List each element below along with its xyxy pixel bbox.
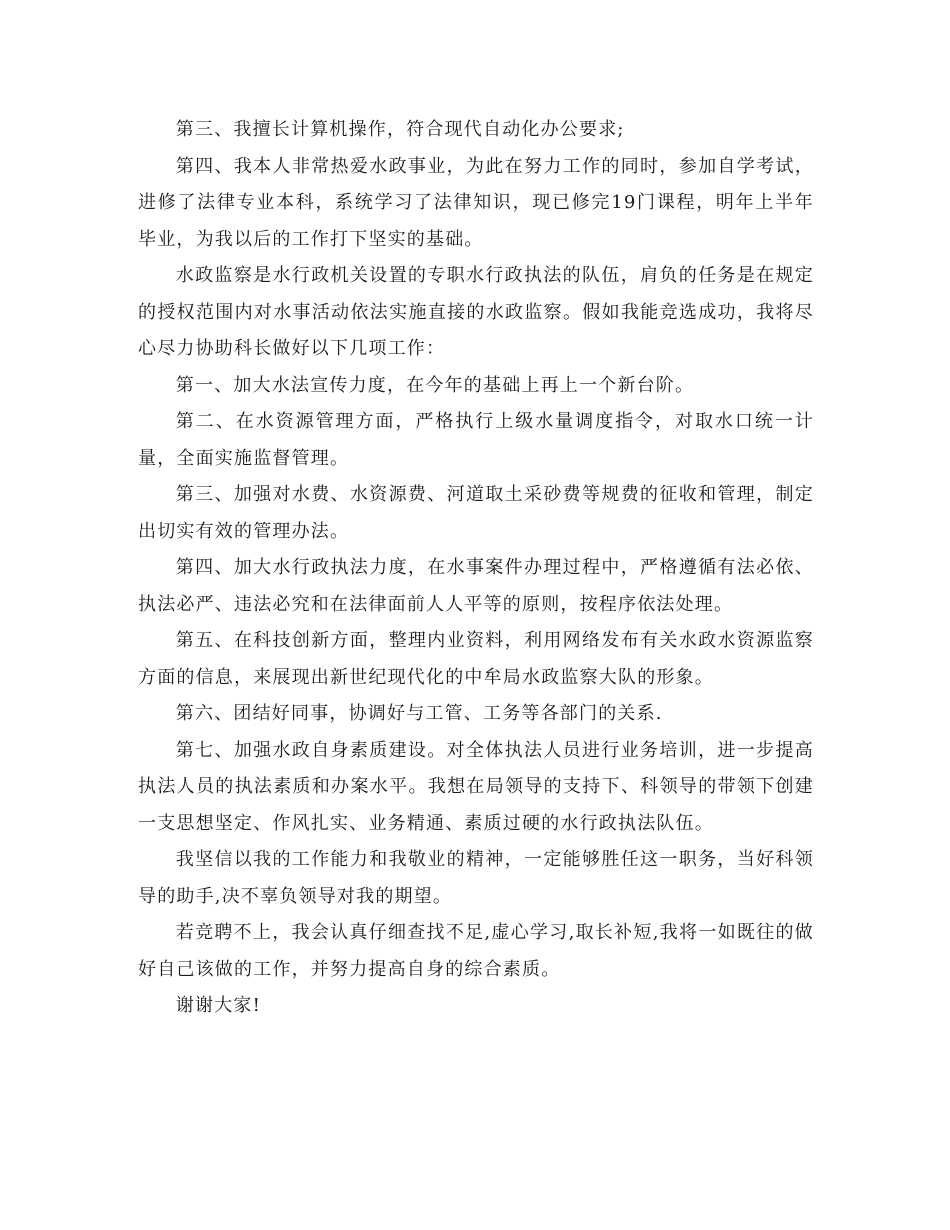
paragraph-4: 第一、加大水法宣传力度，在今年的基础上再上一个新台阶。 (175, 374, 695, 396)
paragraph-6: 第三、加强对水费、水资源费、河道取土采砂费等规费的征收和管理，制定出切实有效的管理办法。 (138, 484, 814, 542)
paragraph-3: 水政监察是水行政机关设置的专职水行政执法的队伍，肩负的任务是在规定的授权范围内对水事活动依法实施直接的水政监察。假如我能竞选成功，我将尽心尽力协助科长做好以下几项工作： (138, 265, 814, 359)
document-body (138, 112, 814, 1025)
paragraph-1: 第三、我擅长计算机操作，符合现代自动化办公要求; (175, 119, 625, 140)
paragraph-9: 第六、团结好同事，协调好与工管、工务等各部门的关系. (175, 703, 663, 724)
paragraph-11: 我坚信以我的工作能力和我敬业的精神，一定能够胜任这一职务，当好科领导的助手,决不辜负领导对我的期望。 (138, 849, 814, 907)
paragraph-10: 第七、加强水政自身素质建设。对全体执法人员进行业务培训，进一步提高执法人员的执法素质和办案水平。我想在局领导的支持下、科领导的带领下创建一支思想坚定、作风扎实、业务精通、素质过硬的水行政执法队伍。 (138, 739, 814, 834)
paragraph-7: 第四、加大水行政执法力度，在水事案件办理过程中，严格遵循有法必依、执法必严、违法必究和在法律面前人人平等的原则，按程序依法处理。 (138, 557, 814, 615)
paragraph-8: 第五、在科技创新方面，整理内业资料，利用网络发布有关水政水资源监察方面的信息，来展现出新世纪现代化的中牟局水政监察大队的形象。 (138, 630, 814, 688)
paragraph-2: 第四、我本人非常热爱水政事业，为此在努力工作的同时，参加自学考试，进修了法律专业本科，系统学习了法律知识，现已修完19门课程，明年上半年毕业，为我以后的工作打下坚实的基础。 (138, 155, 814, 250)
paragraph-12: 若竞聘不上，我会认真仔细查找不足,虚心学习,取长补短,我将一如既往的做好自己该做的工作，并努力提高自身的综合素质。 (138, 922, 814, 980)
closing-line: 谢谢大家! (175, 995, 262, 1016)
paragraph-5: 第二、在水资源管理方面，严格执行上级水量调度指令，对取水口统一计量，全面实施监督管理。 (138, 411, 814, 469)
